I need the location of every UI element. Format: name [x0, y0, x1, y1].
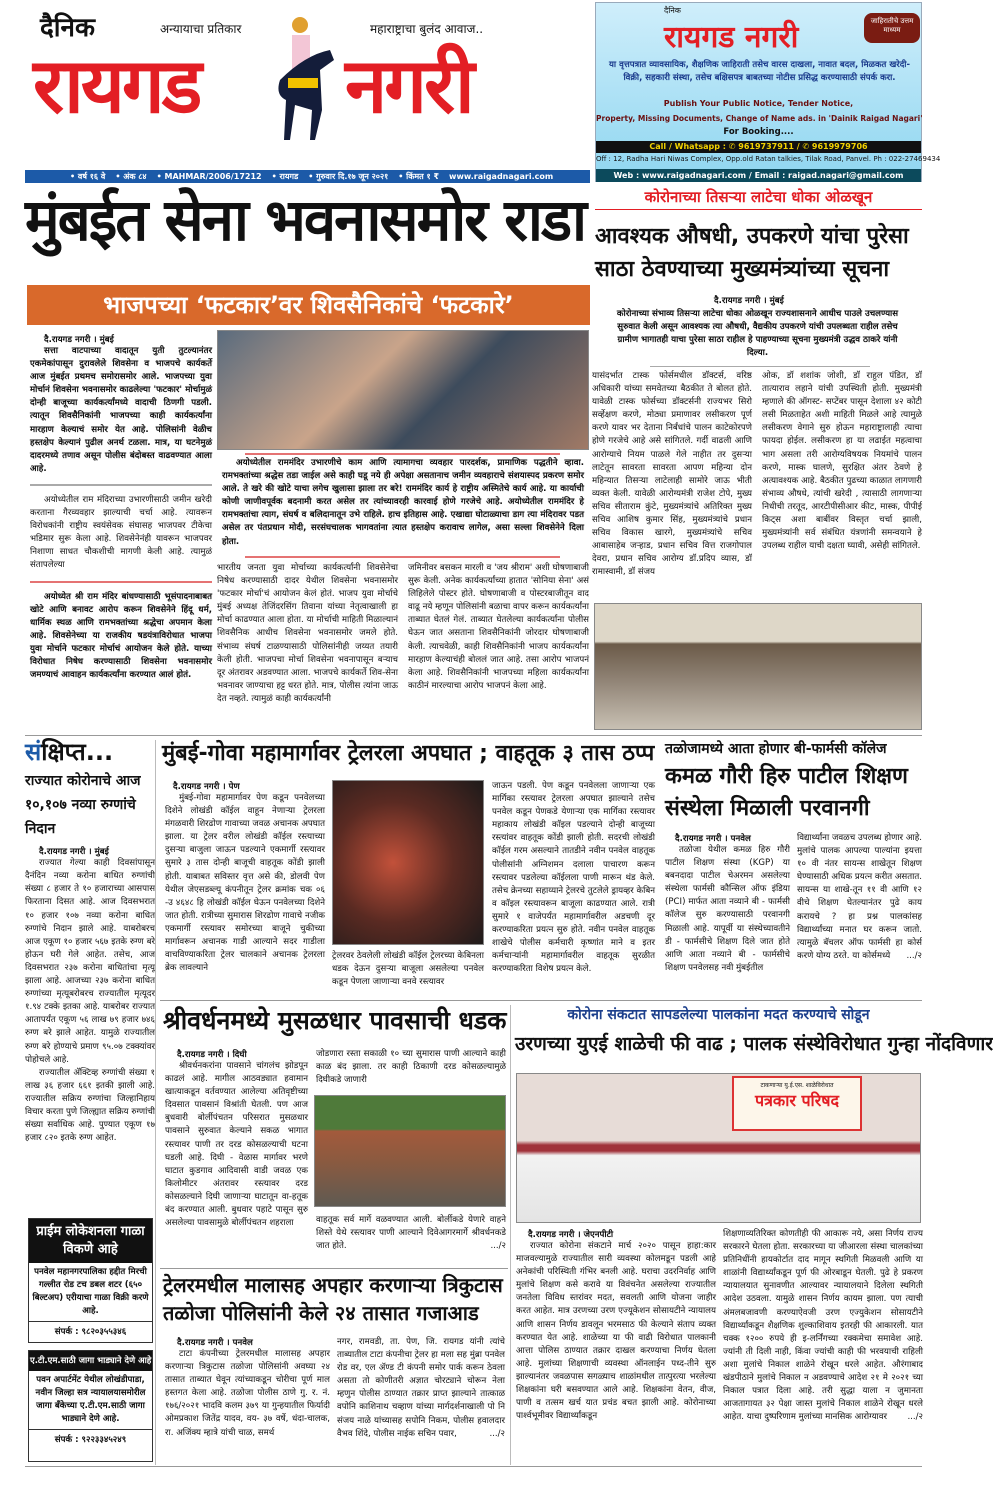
info-price: • किंमत १ ₹ [398, 172, 440, 181]
pharmacy-headline-line2: संस्थेला मिळाली परवानगी [665, 796, 870, 821]
cm-intro: कोरोनाच्या संभाव्य तिसऱ्या लाटेचा धोका ओळखून राज्यशासनाने आधीच पाउले उचलण्यास सुरुवात केली असून आवश्यक त्या औषधी, वैद्यकीय उपकरणे यांची उपलब्धता राहील तसेच ग्रामीण भागातही याचा पुरेसा साठा राहील हे पाहण्याच्या सूचना मुख्यमंत्री उद्धव ठाकरे यांनी दिल्या. [616, 309, 899, 358]
lead-left-column [30, 333, 212, 731]
cm-headline-line1: आवश्यक औषधी, उपकरणे यांचा पुरेसा [595, 224, 909, 249]
uran-photo-press-conference [516, 1073, 921, 1223]
cm-headline-line2: साठा ठेवण्याच्या मुख्यमंत्र्यांच्या सूचना [595, 257, 890, 282]
lead-paragraph-3: अयोध्येत श्री राम मंदिर बांधण्यासाठी भूसंपादनाबाबत खोटे आणि बनावट आरोप करून शिवसेनेने हिंदू धर्म, धार्मिक स्थळ आणि रामभक्तांच्या श्रद्धेचा अपमान केला आहे. शिवसेनेच्या या राजकीय षडयंत्राविरोधात भाजपा युवा मोर्चाने फटकार मोर्चाचं आयोजन केले होते. याच्या विरोधात निषेध करण्यासाठी शिवसेना भवनासमोर जमण्याचं आवाहन कार्यकर्त्यांना करण्यात आलं होतं. [30, 591, 212, 681]
info-place: • रायगड [271, 172, 299, 181]
press-banner [732, 1076, 862, 1131]
classified-1-title: प्राईम लोकेशनला गाळा विकणे आहे [29, 1219, 152, 1263]
info-reg: • MAHMAR/2006/17212 [156, 172, 262, 181]
continued-marker: .../२ [490, 1241, 506, 1252]
lead-paragraph-1: सत्ता वाटपाच्या वादातून युती तुटल्यानंतर एकमेकांपासून दुरावलेले शिवसेना व भाजपचे कार्यकर्ते आज मुंबईत प्रथमच समोरासमोर आले. भाजपच्या युवा मोर्चानं शिवसेना भवनासमोर काढलेल्या 'फटकार' मोर्चामुळं दोन्ही बाजूच्या कार्यकर्त्यांमध्ये वादाची ठिणगी पडली. त्यातून शिवसैनिकांनी भाजपच्या काही कार्यकर्त्यांना मारहाण केल्याचं समोर येत आहे. पोलिसांनी वेळीच हस्तक्षेप केल्यानं पुढील अनर्थ टळला. मात्र, या घटनेमुळं दादरमध्ये तणाव असून पोलीस बंदोबस्त वाढवण्यात आला आहे. [30, 346, 212, 474]
cm-body-columns [592, 370, 922, 600]
cm-column-2: ओक, डॉ शशांक जोशी, डॉ राहुल पंडित, डॉ तात्याराव लहाने यांची उपस्थिती होती. मुख्यमंत्री म्हणाले की ऑगस्ट- सप्टेंबर पासून देशाला ४२ कोटी लसी मिळताहेत अशी माहिती मिळले आहे त्यामुळे लसीकरण वेगाने सुरु होऊन महाराष्ट्रालाही त्याचा फायदा होईल. लसीकरण हा या लढाईत महत्वाचा भाग असला तरी आरोग्यविषयक नियमांचे पालन करणे, मास्क घालणे, सुरक्षित अंतर ठेवणे हे अत्यावश्यक आहे. बैठकीत पुढच्या काळात लागणारी संभाव्य औषधे, त्यांची खरेदी , त्यासाठी लागणाऱ्या निधीची तरतूद, आरटीपीसीआर कीट, मास्क, पीपीई किट्स अशा बाबींवर विस्तृत चर्चा झाली, मुख्यमंत्र्यांनी सर्व संबंधित यंत्रणांनी समन्वयाने हे उपलब्ध राहील याची दक्षता घ्यावी, असेही सांगितले. [762, 371, 922, 552]
advertisement-box [595, 2, 941, 182]
lead-headline: मुंबईत सेना भवनासमोर राडा [25, 186, 586, 254]
theft-headline-line2: तळोजा पोलिसांनी केले २४ तासात गजाआड [163, 1301, 479, 1325]
lead-quote: अयोध्येतील राममंदिर उभारणीचे काम आणि त्यामागचा व्यवहार पारदर्शक, प्रामाणिक पद्धतीने व्हावा. रामभक्तांच्या श्रद्धेस तडा जाईल असे काही घडू नये ही अपेक्षा असतानाच जमीन व्यवहाराचे संशयास्पद प्रकरण समोर आले. ते खरे की खोटे याचा लगेच खुलासा झाला तर बरे! राममंदिर कार्य हे राष्ट्रीय अस्मितेचे कार्य आहे. या कार्याची कोणी जाणीवपूर्वक बदनामी करत असेल तर त्यांच्यावरही कारवाई होणे गरजेचे आहे. अयोध्येतील राममंदिर हे रामभक्तांचा त्याग, संघर्ष व बलिदानातून उभे राहिले. हाच इतिहास आहे. एखाद्या घोटाळ्याचा डाग त्या मंदिरावर पडत असेल तर पंतप्रधान मोदी, सरसंघचालक भागवतांना त्यात हस्तक्षेप करावाच लागेल, असा सल्ला शिवसेनेने दिला होता. [222, 458, 584, 547]
masthead-tagline-left: अन्यायाचा प्रतिकार [160, 22, 242, 36]
lead-subheadline: भाजपच्या ‘फटकार’वर शिवसैनिकांचे ‘फटकारे’ [27, 285, 590, 325]
pharmacy-byline: दै.रायगड नगरी । पनवेल [675, 834, 751, 844]
theft-byline: दै.रायगड नगरी । पनवेल [177, 1338, 253, 1348]
info-date: • गुरुवार दि.१७ जून २०२१ [308, 172, 389, 181]
masthead-tagline-right: महाराष्ट्राचा बुलंद आवाज.. [370, 22, 484, 36]
ad-booking: For Booking.... [723, 127, 794, 137]
cm-photo-meeting [594, 603, 922, 730]
rain-column-3: वाहतूक सर्व मार्गे वळवण्यात आली. बोर्लीकडे येणारे वाहने शिस्ते येथे रस्त्यावर पाणी आल्याने दिवेआगरमार्गे श्रीवर्धनकडे जात होते. .../२ [316, 1214, 506, 1264]
ad-logo: रायगड नगरी [664, 20, 799, 55]
rain-column-1: दै.रायगड नगरी । दिघी श्रीवर्धनकरांना पावसाने चांगलंच झोडपून काढलं आहे. मागील आठवड्यात हवामान खात्याकडून वर्तवण्यात आलेल्या अतिवृष्टीच्या दिवसात पावसानं विश्रांती घेतली. पण आज बुधवारी बोर्लीपंचतन परिसरात मुसळधार पावसाने सुरुवात केल्याने सकळ भागात रस्त्यावर पाणी तर दरड कोसळल्याची घटना घडली आहे. दिघी - वेळास मार्गावर भरणे घाटात कुडगाव आदिवासी वाडी जवळ एक किलोमीटर अंतरावर रस्त्यावर दरड कोसळल्याने दिघी जाणाऱ्या घाटातून वा-हतूक बंद करण्यात आली. बुधवार पहाटे पासून सुरु असलेल्या पावसामुळे बोर्लीपंचतन शहराला [165, 1050, 308, 1229]
classified-2-contact: संपर्क : ९२२३३४५२४९ [29, 1429, 152, 1448]
lead-byline: दै.रायगड नगरी । मुंबई [44, 335, 114, 345]
accident-byline: दै.रायगड नगरी । पेण [173, 782, 240, 792]
uran-column-1: दै.रायगड नगरी । जेएनपीटी राज्यात कोरोना संकटाने मार्च २०२० पासून हाहा:कार माजवल्यामुळे राज्यातील सारी व्यवस्था कोलमडून पडली आहे अनेकांची परिस्थिती गंभिर बनली आहे. घराचा उदरनिर्वाह आणि मुलांचे शिक्षण कसे करावे या विवंचनेत असलेल्या राज्यातील जनतेला विविध स्तरांवर मदत, सवलती आणि योजना जाहीर करत आहेत. मात्र उरणच्या उरण एज्यूकेशन सोसायटीने न्यायालय आणि शासन निर्णय डावलून भरमसाठ फी केल्याने संताप व्यक्त करण्यात येत आहे. शाळेच्या या फी वाढी विरोधात पालकानी आत्ता पोलिस ठाण्यात तक्रार दाखल करण्याचा निर्णय घेतला आहे. मुलांच्या शिक्षणाची व्यवस्था ऑनलाईन पध्द-तीने सुरु झाल्यानंतर जवळपास सगळ्याच शाळांमधील तात्पुरत्या भरलेल्या शिक्षकांना घरी बसवण्यात आले आहे. शिक्षकांना वेतन, वीज, पाणी व तत्सम खर्च यात प्रचंड बचत झाली आहे. कोरोनाच्या पार्श्वभूमीवर विद्यार्थ्यांकडून [516, 1230, 716, 1422]
ad-badge: जाहिरातीचे उत्तम माध्यम [864, 13, 920, 43]
accident-photo-trailer [332, 780, 484, 945]
brief-label [25, 740, 155, 765]
brief-column [25, 740, 155, 1212]
accident-headline: मुंबई-गोवा महामार्गावर ट्रेलरला अपघात ; वाहतूक ३ तास ठप्प [162, 741, 655, 766]
ad-english-line1: Publish Your Public Notice, Tender Notice, [663, 99, 854, 108]
masthead-logo-part1: रायगड [33, 41, 200, 130]
masthead [25, 0, 590, 185]
pharmacy-column-2: विद्यार्थ्यांना जवळच उपलब्ध होणार आहे. मुलांचे पालक आपल्या पाल्यांना इयत्ता १० वी नंतर सायन्स शाखेतून शिक्षण घेण्यासाठी अधिक प्रयत्न करीत असतात. सायन्स या शाखे-तून ११ वी आणि १२ वीचे शिक्षण घेतल्यानंतर पुढे काय करायचे ? हा प्रश्न पालकांसह विद्यार्थ्यांच्या मनात घर करून जातो. त्यामुळे बॅचलर ऑफ फार्मसी हा कोर्स करणे योग्य ठरते. या कोर्समध्ये .../२ [797, 832, 922, 997]
lead-photo-protest [217, 330, 589, 450]
classified-ad-atm [28, 1350, 153, 1462]
rain-photo-landslide [314, 1095, 506, 1207]
pharmacy-headline-line1: कमळ गौरी हिरु पाटील शिक्षण [665, 764, 908, 789]
accident-column-1: दै.रायगड नगरी । पेण मुंबई-गोवा महामार्गावर पेण कडून पनवेलच्या दिशेने लोखंडी कॉईल वाहून नेणाऱ्या ट्रेलरला मंगळवारी शिरढोण गावाच्या जवळ अचानक अपघात झाला. या ट्रेलर वरील लोखंडी कॉईल रस्त्याच्या दुसऱ्या बाजुला जाऊन पडल्याने एकमार्गी रस्त्यावर सुमारे ३ तास दोन्ही बाजूची वाहतूक कोंडी झाली होती. याबाबत सविस्तर वृत्त असे की, डोलवी पेण येथील जेएसडब्ल्यू कंपनीतून ट्रेलर क्रमांक चक ०६ -उ ४६४८ हि लोखंडी कॉईल घेऊन पनवेलच्या दिशेने जात होती. रात्रीच्या सुमारास शिरढोण गावाचे नजीक एकमार्गी रस्त्यावर समोरच्या बाजूने चुकीच्या मार्गावरून अचानक गाडी आल्याने सदर गाडीला वाचविण्याकरिता ट्रेलर चालकाने अचानक ट्रेलरला ब्रेक लावल्याने [165, 782, 325, 974]
uran-headline: उरणच्या युएई शाळेची फी वाढ ; पालक संस्थेविरोधात गुन्हा नोंदविणार [515, 1033, 993, 1055]
theft-column-1: दै.रायगड नगरी । पनवेल टाटा कंपनीच्या ट्रेलरमधील मालासह अपहार करणाऱ्या त्रिकुटास तळोजा पोलिसांनी अवघ्या २४ तासात ताब्यात घेवून त्यांच्याकडून चोरीचा पूर्ण माल हस्तगत केला आहे. तळोजा पोलीस ठाणे गु. र. नं. १७६/२०२१ भादवि कलम ३७९ या गुन्हयातील फिर्यादी ओमप्रकाश जितेंद्र यादव, वय- ३७ वर्षे, धंदा-चालक, रा. अजिंक्य म्हात्रे यांची चाळ, समर्थ [165, 1338, 330, 1438]
ad-office-address: Off : 12, Radha Hari Niwas Complex, Opp.old Ratan talkies, Tilak Road, Panvel. Ph : 022-27469434 [596, 155, 941, 163]
ad-call[interactable]: Call / Whatsapp : ✆ 9619737911 / ✆ 9619979706 [596, 141, 921, 153]
classified-1-contact: संपर्क : ९८२०३५५३४६ [29, 1321, 152, 1340]
cm-byline: दै.रायगड नगरी । मुंबई [714, 296, 784, 306]
horse-rider-logo-icon [270, 10, 340, 150]
masthead-daily: दैनिक [40, 13, 95, 43]
masthead-logo-part2: नगरी [345, 41, 472, 130]
ad-web-email[interactable]: Web : www.raigadnagari.com / Email : raigad.nagari@gmail.com [596, 169, 921, 182]
info-year: • वर्ष १६ वे [70, 172, 106, 181]
theft-headline-line1: ट्रेलरमधील मालासह अपहार करणाऱ्या त्रिकुटास [163, 1273, 503, 1297]
classified-1-body: पनवेल महानगरपालिका हद्दीत मिरची गल्लीत रोड टच डबल शटर (६५० बिल्टअप) एरीयाचा गाळा विक्री करणे आहे. [32, 1267, 149, 1316]
brief-paragraph-1: राज्यात गेल्या काही दिवसांपासून दैनंदिन नव्या करोना बाधित रुग्णांची संख्या ८ हजार ते १० हजाराच्या आसपास फिरताना दिसत आहे. आज दिवसभरात १० हजार १०७ नव्या करोना बाधित रुग्णांचे निदान झाले आहे. याबरोबरच आज एकूण १० हजार ५६७ इतके रुग्ण बरे होऊन घरी गेले आहेत. तसेच, आज दिवसभरात २३७ करोना बाधितांचा मृत्यू झाला आहे. आजच्या २३७ करोना बाधित रुग्णांच्या मृत्यूबरोबरच राज्यातील मृत्यूदर १.९४ टक्के इतका आहे. याबरोबर राज्यात आतापर्यंत एकूण ५६ लाख ७९ हजार ७४६ रुग्ण बरे झाले आहेत. यामुळे राज्यातील रुग्ण बरे होण्याचे प्रमाण ९५.०७ टक्क्यांवर पोहोचले आहे. [25, 858, 155, 1065]
classified-2-body: पवन अपार्टमेंट येथील लोखंडीपाडा, नवीन जिल्हा सत्र न्यायालयासमोरील जागा बँकेच्या ए.टी.एम.साठी जागा भाड्याने देणे आहे. [35, 1375, 146, 1424]
brief-paragraph-2: राज्यातील ॲक्टिव्ह रुग्णांची संख्या १ लाख ३६ हजार ६६१ इतकी झाली आहे. राज्यातील सक्रिय रुग्णांचा जिल्हानिहाय विचार करता पुणे जिल्ह्यात सक्रिय रुग्णांची संख्या सर्वाधिक आहे. पुण्यात एकूण १७ हजार ८२० इतके रुग्ण आहेत. [25, 1067, 155, 1144]
lead-column-2: जमिनीवर बसकन मारली व 'जय श्रीराम' अशी घोषणाबाजी सुरू केली. अनेक कार्यकर्त्यांच्या हातात 'सोनिया सेना' असं लिहिलेले पोस्टर होते. घोषणाबाजी व पोस्टरबाजीतून वाद वाढू नये म्हणून पोलिसांनी बळाचा वापर करून कार्यकर्त्यांना ताब्यात घेतलं गेलं. ताब्यात घेतलेल्या कार्यकर्त्यांना पोलीस घेऊन जात असताना शिवसैनिकांनी जोरदार घोषणाबाजी केली. त्याचवेळी, काही शिवसैनिकांनी भाजप कार्यकर्त्यांना मारहाण केल्याचंही बोललं जात आहे. तसा आरोप भाजपनं केला आहे. शिवसैनिकांनी भाजपच्या महिला कार्यकर्त्यांना काठीनं मारल्याचा आरोप भाजपनं केला आहे. [408, 563, 589, 691]
cm-kicker: कोरोनाच्या तिसऱ्या लाटेचा धोका ओळखून [595, 190, 922, 210]
brief-label-rest: क्षिप्त... [41, 738, 114, 766]
rain-column-2: जोडणारा रस्ता सकाळी १० च्या सुमारास पाणी आल्याने काही काळ बंद झाला. तर काही ठिकाणी दरड कोसळल्यामुळे दिघीकडे जाणारी [316, 1049, 506, 1086]
ad-marathi-text: या वृत्तपत्रात व्यावसायिक, शैक्षणिक जाहिराती तसेच वारस दाखला, नावात बदल, मिळकत खरेदी-विक्री, सहकारी संस्था, तसेच बक्षिसपत्र बाबतच्या नोटीस प्रसिद्ध करण्यासाठी संपर्क करा. [609, 60, 910, 83]
lead-paragraph-2: अयोध्येतील राम मंदिराच्या उभारणीसाठी जमीन खरेदी करताना गैरव्यवहार झाल्याची चर्चा आहे. त्यावरून विरोधकांनी राष्ट्रीय स्वयंसेवक संघासह भाजपवर टीकेचा भडिमार सुरू केला आहे. शिवसेनेनंही यावरून भाजपवर निशाणा साधत चौकशीची मागणी केली आहे. त्यामुळं संतापलेल्या [30, 494, 212, 571]
continued-marker: .../२ [906, 950, 922, 961]
uran-column-2: शिक्षणाव्यतिरिक्त कोणतीही फी आकारू नये, असा निर्णय राज्य सरकारने घेतला होता. सरकारच्या या जीआरला संस्था चालकांच्या प्रतिनिधींनी हायकोर्टात दाद मागून स्थगिती मिळवली आणि या शाळांनी विद्यार्थ्यांकडून पूर्ण फी ओरबाडून घेतली. पुढे हे प्रकरण न्यायालयात सुनावणीत आल्यावर न्यायालयाने दिलेला स्थगिती आदेश उठवला. यामुळे शासन निर्णय कायम झाला. पण त्याची अंमलबजावणी करण्याऐवजी उरण एज्युकेशन सोसायटीने विद्यार्थ्यांकडून शैक्षणिक शुल्काशिवाय इतरही फी आकारली. यात चक्क १२०० रुपये ही इ-लर्निंगच्या रक्कमेचा समावेश आहे. ज्यांनी ती दिली नाही, किंवा ज्यांची काही फी भरवयाची राहिली अशा मुलांचे निकाल शाळेने रोखून धरले आहेत. औरंगाबाद खंडपीठाने मुलांचे निकाल न अडवण्याचे आदेश २१ मे २०२१ च्या निकाल पत्रात दिला आहे. तरी सुद्धा याला न जुमानता आजतागायत ३२ पेक्षा जास्त मुलांचे निकाल शाळेने रोखून धरले आहेत. याचा दुष्परिणाम मुलांच्या मानसिक आरोग्यावर .../२ [723, 1228, 923, 1463]
rain-byline: दै.रायगड नगरी । दिघी [177, 1050, 247, 1060]
brief-label-accent: सं [25, 738, 42, 766]
lead-column-1: भारतीय जनता युवा मोर्चाच्या कार्यकर्त्यांनी शिवसेनेचा निषेध करण्यासाठी दादर येथील शिवसेना भवनासमोर 'फटकार मोर्चा'चं आयोजन केलं होतं. भाजप युवा मोर्चाचे मुंबई अध्यक्ष तेजिंदरसिंग तिवाना यांच्या नेतृत्वाखाली हा मोर्चा काढण्यात आला होता. या मोर्चाची माहिती मिळाल्यानं शिवसैनिक आधीच शिवसेना भवनासमोर जमले होते. संभाव्य संघर्ष टाळण्यासाठी पोलिसांनीही जय्यत तयारी केली होती. भाजपचा मोर्चा शिवसेना भवनापासून बऱ्याच दूर अंतरावर अडवण्यात आला. भाजपचे कार्यकर्ते शिव-सेना भवनावर जाण्याचा हट्ट धरत होते. मात्र, पोलीस त्यांना जाऊ देत नव्हते. त्यामुळं काही कार्यकर्त्यांनी [217, 563, 398, 704]
ad-english-line2: Property, Missing Documents, Change of Name ads. in 'Dainik Raigad Nagari' [596, 114, 923, 123]
pharmacy-kicker: तळोजामध्ये आता होणार बी-फार्मसी कॉलेज [665, 741, 887, 757]
lead-body-columns [217, 562, 589, 732]
uran-byline: दै.रायगड नगरी । जेएनपीटी [528, 1230, 614, 1240]
accident-column-3: जाऊन पडली. पेण कडून पनवेलला जाणाऱ्या एक मार्गिका रस्त्यावर ट्रेलरला अपघात झाल्याने तसेच पनवेल कडून पेणकडे येणाऱ्या एक मार्गिका रस्त्यावर महाकाय लोखंडी कॉइल पडल्याने दोन्ही बाजूच्या रस्त्यांवर वाहतूक कोंडी झाली होती. सदरची लोखंडी कॉईल गरम असल्याने तातडीने नवीन पनवेल वाहतूक पोलीसांनी अग्निशमन दलाला पाचारण करून रस्त्यावर पडलेल्या कॉईलला पाणी मारून थंड केले. तसेच क्रेनच्या सहाय्याने ट्रेलरचे तुटलेले ड्रायव्हर केबिन व कॉइल रस्त्यावरून बाजूला काढण्यात आले. रात्री सुमारे १ वाजेपर्यंत महामार्गावरील अडचणी दूर करण्याकरिता प्रयत्न सुरु होते. नवीन पनवेल वाहतूक शाखेचे पोलीस कर्मचारी कृष्णांत माने व इतर कर्मचाऱ्यांनी महामार्गावरील वाहतूक सुरळीत करण्याकरिता विशेष प्रयत्न केले. [492, 781, 655, 975]
brief-byline: दै.रायगड नगरी । मुंबई [39, 847, 109, 858]
theft-column-2: नगर, रामवडी, ता. पेण, जि. रायगड यांनी त्यांचे ताब्यातील टाटा कंपनीचा ट्रेलर हा मला सह मुंब्रा पनवेल रोड वर, एल ॲण्ड टी कंपनी समोर पार्क करून ठेवला असता तो कोणीतरी अज्ञात चोरट्याने चोरून नेला म्हणुन पोलीस ठाण्यात तक्रार प्राप्त झाल्याने तात्काळ वपोनि काशिनाथ चव्हाण यांच्या मार्गदर्शनाखाली पो नि संजय नाळे यांच्यासह सपोनि निकम, पोलीस हवालदार वैभव शिंदे, पोलीस नाईक सचिन पवार, .../२ [337, 1336, 505, 1464]
info-bar [25, 170, 590, 183]
classified-ad-shop [28, 1218, 153, 1343]
press-banner-main: पत्रकार परिषद [755, 1091, 839, 1110]
classified-2-title: ए.टी.एम.साठी जागा भाड्याने देणे आहे [29, 1351, 152, 1371]
uran-kicker: कोरोना संकटात सापडलेल्या पालकांना मदत करण्याचे सोडून [567, 1007, 870, 1023]
info-issue: • अंक ८४ [115, 172, 147, 181]
rain-headline: श्रीवर्धनमध्ये मुसळधार पावसाची धडक [163, 1006, 507, 1035]
info-website[interactable]: www.raigadnagari.com [449, 172, 554, 181]
accident-column-2: ट्रेलरवर ठेवलेली लोखंडी कॉईल ट्रेलरच्या केबिनला धडक देऊन दुसऱ्या बाजूला असलेल्या पनवेल कडून पेणला जाणाऱ्या वनवे रस्त्यावर [332, 951, 484, 988]
continued-marker: .../२ [489, 1428, 505, 1439]
press-banner-top: टाकणाऱ्या यु.ई.एस. शाळेविरोधात [760, 1082, 834, 1089]
brief-headline: राज्यात कोरोनाचे आज १०,१०७ नव्या रुग्णांचे निदान [25, 773, 141, 838]
cm-column-1: यासंदर्भात टास्क फोर्समधील डॉक्टर्स, वरिष्ठ अधिकारी यांच्या समवेतच्या बैठकीत ते बोलत होते. यावेळी टास्क फोर्सच्या डॉक्टर्सनी राज्यभर सिरो सर्व्हेक्षण करणे, मोठ्या प्रमाणावर लसीकरण पूर्ण करणे यावर भर देताना निर्बंधांचे पालन काटेकोरपणे होणे गरजेचे आहे असे सांगितले. गर्दी वाढली आणि आरोग्याचे नियम पाळले गेले नाहीत तर दुसऱ्या लाटेतून सावरता सावरता आपण महिन्या दोन महिन्यात तिसऱ्या लाटेलाही सामोरे जाऊ भीती व्यक्त केली. यावेळी आरोग्यमंत्री राजेश टोपे, मुख्य सचिव सीताराम कुंटे, मुख्यमंत्र्यांचे अतिरिक्त मुख्य सचिव आशिष कुमार सिंह, मुख्यमंत्र्यांचे प्रधान सचिव विकास खारगे, मुख्यमंत्र्यांचे सचिव आबासाहेब जऱ्हाड, प्रधान सचिव वित्त राजगोपाल देवरा, प्रधान सचिव आरोग्य डॉ.प्रदिप व्यास, डॉ रामास्वामी, डॉ संजय [592, 371, 752, 578]
ad-daily: दैनिक [664, 6, 681, 15]
continued-marker: .../२ [907, 1412, 923, 1423]
pharmacy-column-1: दै.रायगड नगरी । पनवेल तळोजा येथील कमळ हिरु गौरी पाटील शिक्षण संस्था (KGP) या बबनदादा पाटील चेअरमन असलेल्या संस्थेला फार्मसी कौन्सिल ऑफ इंडिया (PCI) मार्फत आता नव्याने बी - फार्मसी कॉलेज सुरु करण्यासाठी परवानगी मिळाली आहे. यापूर्वी या संस्थेच्यावतीने डी - फार्मसीचे शिक्षण दिले जात होते आणि आता नव्याने बी - फार्मसीचे शिक्षण पनवेलसह नवी मुंबईतील [665, 834, 790, 973]
